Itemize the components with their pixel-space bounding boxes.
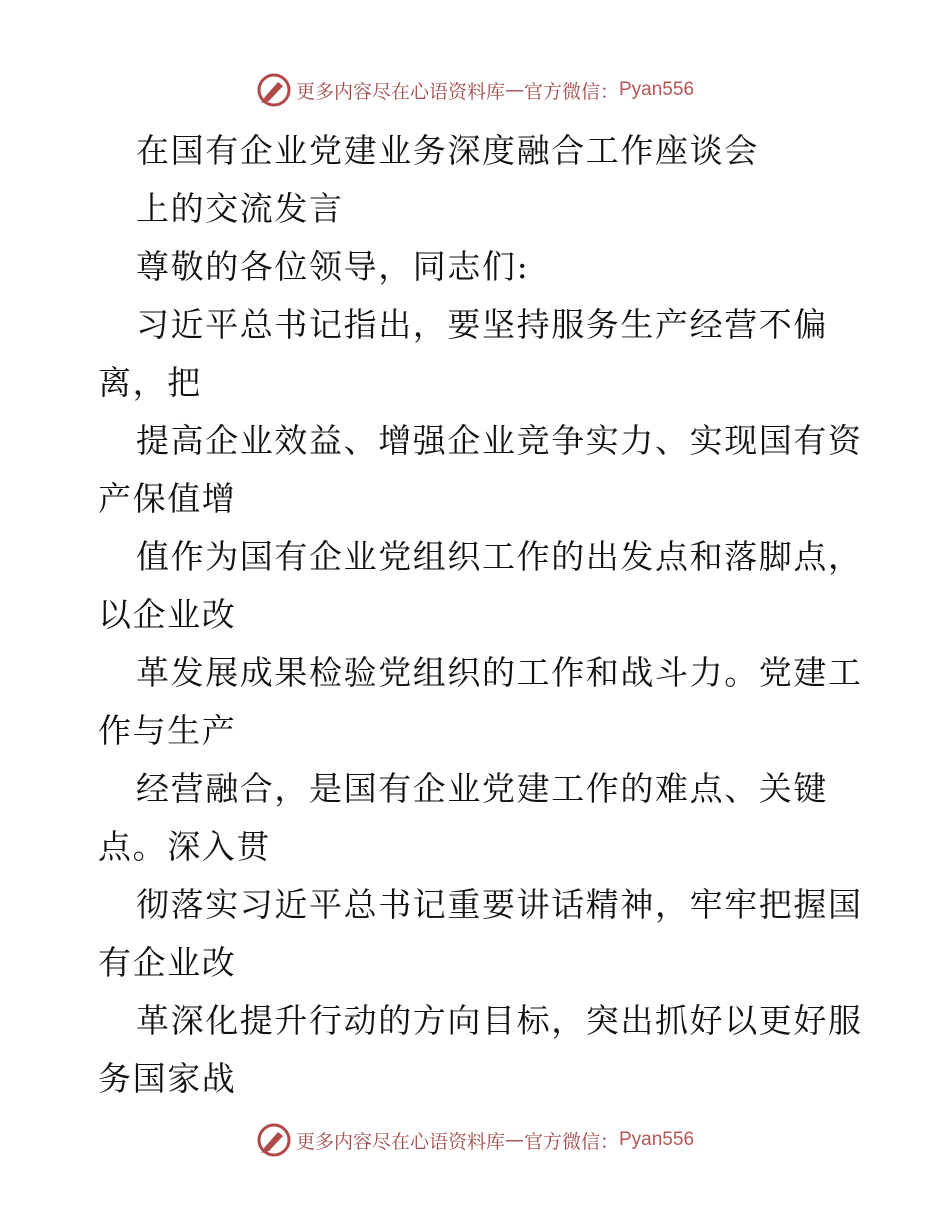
text-line: 以企业改 xyxy=(98,595,237,634)
watermark-wechat-label: 官方微信： xyxy=(523,1130,619,1153)
watermark-wechat-label: 官方微信： xyxy=(523,80,619,103)
watermark-text: 更多内容尽在心语资料库 xyxy=(295,80,505,103)
watermark-header xyxy=(0,70,950,110)
text-line: 上的交流发言 xyxy=(136,189,344,228)
text-line: 革深化提升行动的方向目标，突出抓好以更好服 xyxy=(136,1001,863,1040)
text-line: 彻落实习近平总书记重要讲话精神，牢牢把握国 xyxy=(136,885,863,924)
watermark-separator: — xyxy=(504,79,524,101)
text-line: 有企业改 xyxy=(98,943,237,982)
watermark-wechat-id: Pyan556 xyxy=(619,1129,695,1150)
text-line: 务国家战 xyxy=(98,1059,237,1098)
text-line: 在国有企业党建业务深度融合工作座谈会 xyxy=(136,131,759,170)
text-line: 点。深入贯 xyxy=(98,827,271,866)
watermark-separator: — xyxy=(504,1129,524,1151)
text-line: 革发展成果检验党组织的工作和战斗力。党建工 xyxy=(136,653,863,692)
pen-seal-icon xyxy=(256,72,292,108)
document-body xyxy=(98,122,878,1108)
text-line: 习近平总书记指出，要坚持服务生产经营不偏 xyxy=(136,305,828,344)
text-line: 值作为国有企业党组织工作的出发点和落脚点， xyxy=(136,537,863,576)
text-line: 离，把 xyxy=(98,363,202,402)
watermark-text: 更多内容尽在心语资料库 xyxy=(295,1130,505,1153)
text-line: 产保值增 xyxy=(98,479,237,518)
text-line: 作与生产 xyxy=(98,711,237,750)
pen-seal-icon xyxy=(256,1122,292,1158)
text-line: 经营融合，是国有企业党建工作的难点、关键 xyxy=(136,769,828,808)
text-line: 提高企业效益、增强企业竞争实力、实现国有资 xyxy=(136,421,863,460)
watermark-footer xyxy=(0,1120,950,1160)
text-line: 尊敬的各位领导，同志们: xyxy=(136,247,530,286)
watermark-wechat-id: Pyan556 xyxy=(619,79,695,100)
